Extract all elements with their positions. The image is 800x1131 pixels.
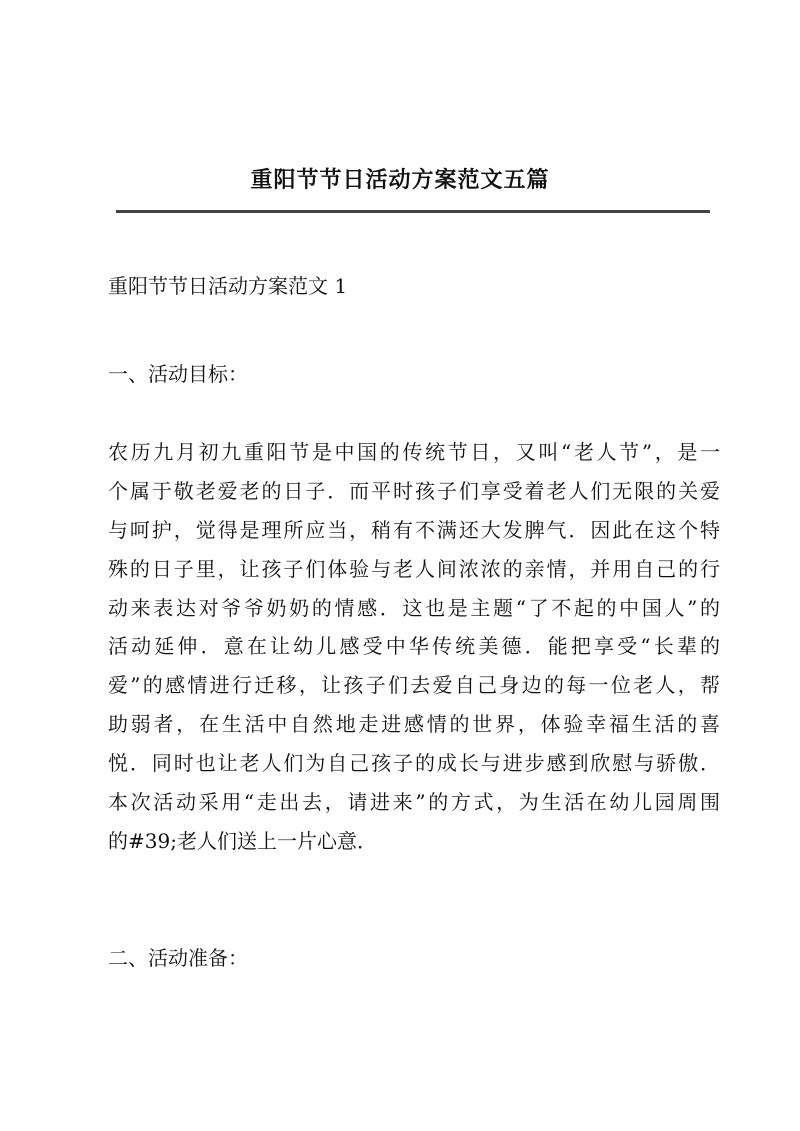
paragraph-line: 本次活动采用“走出去，请进来”的方式，为生活在幼儿园周围 [108,790,720,815]
paragraph-line: 殊的日子里，让孩子们体验与老人间浓浓的亲情，并用自己的行 [108,556,720,581]
document-title: 重阳节节日活动方案范文五篇 [250,167,550,193]
title-underline-divider [116,210,710,213]
article-subtitle: 重阳节节日活动方案范文 1 [108,274,348,298]
goals-paragraph [108,433,720,861]
paragraph-line: 爱”的感情进行迁移，让孩子们去爱自己身边的每一位老人，帮 [108,673,720,698]
paragraph-line: 悦．同时也让老人们为自己孩子的成长与进步感到欣慰与骄傲． [108,751,720,776]
section-heading-preparation: 二、活动准备： [108,946,248,970]
section-heading-goals: 一、活动目标： [108,362,248,386]
paragraph-line: 助弱者，在生活中自然地走进感情的世界，体验幸福生活的喜 [108,712,720,737]
paragraph-line: 与呵护，觉得是理所应当，稍有不满还大发脾气．因此在这个特 [108,517,720,542]
paragraph-line: 的#39;老人们送上一片心意． [108,828,377,853]
paragraph-line: 个属于敬老爱老的日子．而平时孩子们享受着老人们无限的关爱 [108,478,720,503]
paragraph-line: 活动延伸．意在让幼儿感受中华传统美德．能把享受“长辈的 [108,634,720,659]
paragraph-line: 动来表达对爷爷奶奶的情感．这也是主题“了不起的中国人”的 [108,595,720,620]
paragraph-line: 农历九月初九重阳节是中国的传统节日，又叫“老人节”，是一 [108,440,720,464]
